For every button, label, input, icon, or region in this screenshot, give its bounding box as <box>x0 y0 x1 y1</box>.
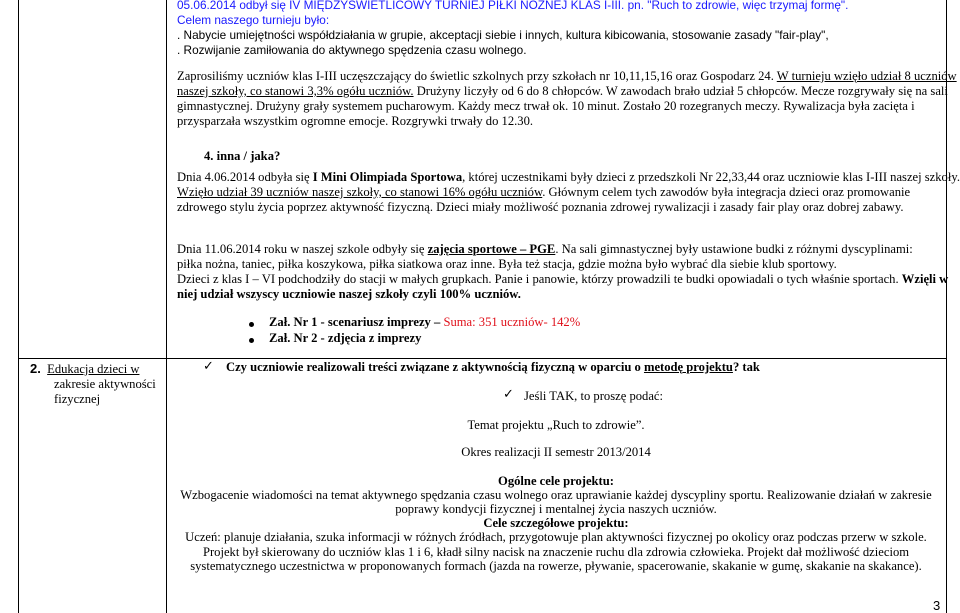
pge-paragraph: Dnia 11.06.2014 roku w naszej szkole odbyły się zajęcia sportowe – PGE. Na sali gimnastycznej były ustawione budki z różnymi dyscyplinami: piłka nożna, taniec, piłka koszykowa, piłka siatkowa oraz inne. Była też stacja, gdzie można było wybrać dla siebie klub sportowy. Dzieci z klas I – VI podchodziły do stacji w małych grupkach. Panie i panowie, którzy prowadzili te budki opowiadali o tych właśnie sportach. Wzięli w niej udział wszyscy uczniowie naszej szkoły czyli 100% uczniów. <box>177 242 949 301</box>
detailed-goals-line: systematycznego uczestnictwa w proponowanych formach (jazda na rowerze, pływanie, spacerowanie, skakanie w gumę, skakanie na skakance). <box>190 559 922 573</box>
goal-item: . Nabycie umiejętności współdziałania w grupie, akceptacji siebie i innych, kultura kibicowania, stosowanie zasady "fair-play", <box>177 28 829 42</box>
table-border-left <box>18 0 19 613</box>
bullet-icon <box>249 322 254 327</box>
section-number: 2. <box>30 361 41 376</box>
section-heading-other: 4. inna / jaka? <box>204 149 281 163</box>
page-number: 3 <box>933 598 941 613</box>
general-goals-line: Wzbogacenie wiadomości na temat aktywnego spędzania czasu wolnego oraz uprawianie każdej dyscypliny sportu. Realizowanie działań w zakresie <box>180 488 932 502</box>
general-goals-heading: Ogólne cele projektu: <box>498 474 614 488</box>
section-title: Edukacja dzieci w <box>47 362 140 376</box>
attachment-2: Zał. Nr 2 - zdjęcia z imprezy <box>269 331 422 345</box>
attachment-sum: Suma: 351 uczniów- 142% <box>443 315 581 329</box>
project-if-yes: Jeśli TAK, to proszę podać: <box>524 389 664 403</box>
tournament-intro <box>177 0 848 58</box>
detailed-goals-line: Projekt był skierowany do uczniów klas 1 i 6, kładł silny nacisk na znaczenie ruchu dla zdrowia człowieka. Projekt dał możliwość dzieciom <box>202 545 910 559</box>
project-question: Czy uczniowie realizowali treści związane z aktywnością fizyczną w oparciu o metodę projektu? tak <box>226 360 760 374</box>
goals-heading: Celem naszego turnieju było: <box>177 13 330 27</box>
tournament-title: 05.06.2014 odbył się IV MIĘDZYŚWIETLICOWY TURNIEJ PIŁKI NOŻNEJ KLAS I-III. pn. "Ruch to zdrowie, więc trzymaj formę". <box>177 0 849 12</box>
section-2-label: 2. Edukacja dzieci w zakresie aktywności fizycznej <box>30 361 156 406</box>
table-row-divider <box>18 358 947 359</box>
attachment-1: Zał. Nr 1 - scenariusz imprezy – Suma: 351 uczniów- 142% <box>269 315 581 329</box>
detailed-goals-line: Uczeń: planuje działania, szuka informacji w różnych źródłach, przygotowuje plan aktywności fizycznej po okolicy oraz podczas przerw w szkole. <box>185 530 927 544</box>
project-period: Okres realizacji II semestr 2013/2014 <box>461 445 651 459</box>
tournament-paragraph: Zaprosiliśmy uczniów klas I-III uczęszczający do świetlic szkolnych przy szkołach nr 10,11,15,16 oraz Gospodarz 24. W turnieju wzięło udział 8 uczniów naszej szkoły, co stanowi 3,3% ogółu uczniów. Drużyny liczyły od 6 do 8 chłopców. W zawodach brało udział 5 chłopców. Mecze rozgrywały się na sali gimnastycznej. Drużyny grały systemem pucharowym. Każdy mecz trwał ok. 10 minut. Zostało 20 rozegranych meczy. Rywalizacja była zacięta i przysparzała wszystkim ogromne emocje. Rozgrywki trwały do 12.30. <box>177 69 957 128</box>
checkmark-icon: ✓ <box>203 359 214 374</box>
detailed-goals-heading: Cele szczegółowe projektu: <box>483 516 629 530</box>
project-topic: Temat projektu „Ruch to zdrowie”. <box>467 418 645 432</box>
checkmark-icon: ✓ <box>503 387 514 402</box>
bullet-icon <box>249 338 254 343</box>
olympiad-paragraph: Dnia 4.06.2014 odbyła się I Mini Olimpiada Sportowa, której uczestnikami były dzieci z przedszkoli Nr 22,33,44 oraz uczniowie klas I-III naszej szkoły. Wzięło udział 39 uczniów naszej szkoły, co stanowi 16% ogółu uczniów. Głównym celem tych zawodów była integracja dzieci oraz promowanie zdrowego stylu życia poprzez aktywność fizyczną. Dzieci miały możliwość poznania zdrowej rywalizacji i zasady fair play oraz dobrej zabawy. <box>177 170 960 214</box>
goal-item: . Rozwijanie zamiłowania do aktywnego spędzenia czasu wolnego. <box>177 43 527 57</box>
general-goals-line: poprawy kondycji fizycznej i mentalnej życia naszych uczniów. <box>395 502 717 516</box>
